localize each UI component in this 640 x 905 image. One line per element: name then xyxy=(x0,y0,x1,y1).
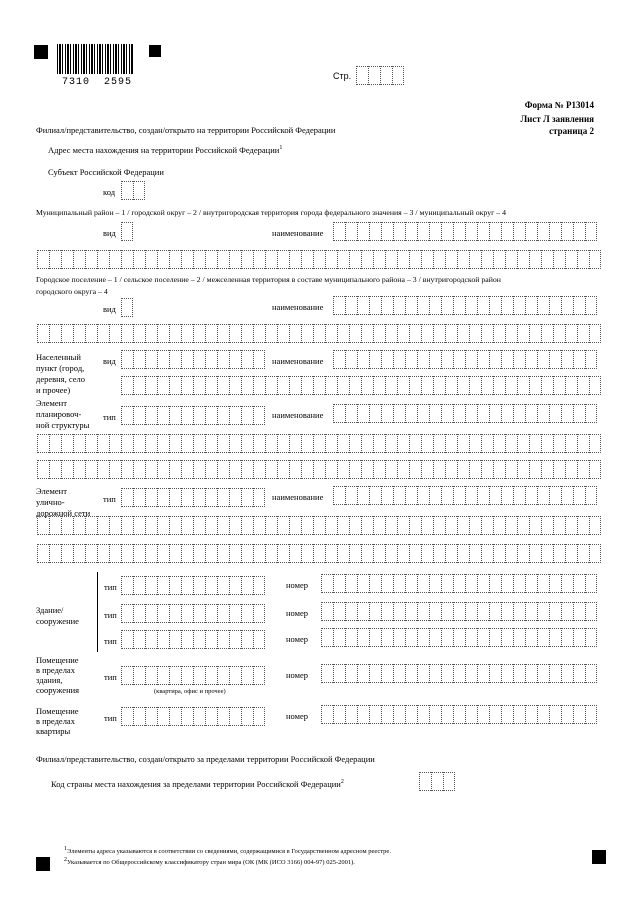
premise-building-type-label: тип xyxy=(104,672,117,682)
premise-flat-label-line: в пределах xyxy=(36,716,75,726)
building-number-cells-1[interactable] xyxy=(321,574,597,593)
sheet-title: Лист Л заявления xyxy=(520,114,594,124)
sheet-page: страница 2 xyxy=(549,126,594,136)
building-label-line: Здание/ xyxy=(36,605,64,615)
locality-name-cells[interactable] xyxy=(333,350,597,369)
form-number: Форма № Р13014 xyxy=(524,100,594,110)
road-name-label: наименование xyxy=(272,492,324,502)
premise-building-number-cells[interactable] xyxy=(321,664,597,683)
building-type-label-3: тип xyxy=(104,636,117,646)
building-label-line: сооружение xyxy=(36,616,79,626)
premise-building-label-line: здания, xyxy=(36,675,63,685)
municipal-label: Муниципальный район – 1 / городской округ – 2 / внутригородская территория города федерального значения – 3 / муниципальный округ – 4 xyxy=(36,208,507,217)
locality-label-line: деревня, село xyxy=(36,374,85,384)
locality-label-line: Населенный xyxy=(36,352,81,362)
settlement-name-label: наименование xyxy=(272,302,324,312)
settlement-kind-cell[interactable] xyxy=(121,298,133,317)
page-label: Стр. xyxy=(333,71,352,81)
registration-mark-top-right xyxy=(149,45,161,57)
registration-mark-top-left xyxy=(34,45,48,59)
road-type-cells[interactable] xyxy=(121,488,265,507)
planning-type-cells[interactable] xyxy=(121,406,265,425)
planning-label-line: ной структуры xyxy=(36,420,90,430)
premise-building-label xyxy=(36,655,79,695)
locality-name-label: наименование xyxy=(272,356,324,366)
building-label xyxy=(36,605,79,627)
premise-building-label-line: Помещение xyxy=(36,655,79,665)
building-number-cells-2[interactable] xyxy=(321,602,597,621)
planning-name-label: наименование xyxy=(272,410,324,420)
footnote-1-mark: 1 xyxy=(64,846,67,852)
building-type-label-1: тип xyxy=(104,582,117,592)
locality-label xyxy=(36,352,85,396)
road-name-cells-row2[interactable] xyxy=(37,516,601,535)
locality-kind-cells[interactable] xyxy=(121,350,265,369)
municipal-name-label: наименование xyxy=(272,228,324,238)
municipal-name-cells[interactable] xyxy=(333,222,597,241)
road-name-cells-row3[interactable] xyxy=(37,544,601,563)
settlement-label-line1: Городское поселение – 1 / сельское поселение – 2 / межселенная территория в составе муниципального района – 3 / внутригородской район xyxy=(36,275,501,284)
planning-label-line: планировоч- xyxy=(36,409,82,419)
road-type-label: тип xyxy=(103,494,116,504)
locality-label-line: пункт (город, xyxy=(36,363,85,373)
page-number-cells[interactable] xyxy=(356,66,404,85)
country-code-label-text: Код страны места нахождения за пределами территории Российской Федерации xyxy=(51,778,341,789)
address-title-text: Адрес места нахождения на территории Российской Федерации xyxy=(48,144,280,155)
building-type-cells-1[interactable] xyxy=(121,576,265,595)
municipal-kind-cell[interactable] xyxy=(121,222,133,241)
section-title-russia: Филиал/представительство, создан/открыто на территории Российской Федерации xyxy=(36,125,336,135)
region-code-cells[interactable] xyxy=(121,181,145,200)
road-label-line: улично- xyxy=(36,497,65,507)
municipal-name-cells-row2[interactable] xyxy=(37,250,601,269)
premise-flat-label xyxy=(36,706,79,736)
planning-name-cells[interactable] xyxy=(333,404,597,423)
building-bracket xyxy=(97,572,98,652)
building-number-cells-3[interactable] xyxy=(321,628,597,647)
road-label-line: дорожной сети xyxy=(36,508,91,518)
building-number-label-3: номер xyxy=(286,634,309,644)
footnote-2 xyxy=(64,857,355,866)
section-title-abroad: Филиал/представительство, создан/открыто за пределами территории Российской Федерации xyxy=(36,754,375,764)
registration-mark-bottom-right xyxy=(592,850,606,864)
premise-flat-label-line: Помещение xyxy=(36,706,79,716)
road-label-line: Элемент xyxy=(36,486,67,496)
planning-name-cells-row3[interactable] xyxy=(37,460,601,479)
premise-building-hint: (квартира, офис и прочее) xyxy=(154,688,226,695)
barcode-number: 7310 2595 xyxy=(62,77,133,88)
code-label: код xyxy=(103,187,116,197)
road-label xyxy=(36,486,90,519)
country-code-cells[interactable] xyxy=(419,772,455,791)
building-type-cells-3[interactable] xyxy=(121,630,265,649)
subject-label: Субъект Российской Федерации xyxy=(48,167,164,177)
building-number-label-1: номер xyxy=(286,580,309,590)
planning-label-line: Элемент xyxy=(36,398,67,408)
footnote-1 xyxy=(64,846,391,855)
planning-label xyxy=(36,398,89,431)
registration-mark-bottom-left xyxy=(36,857,50,871)
country-code-label xyxy=(51,779,344,788)
footnote-ref-1: 1 xyxy=(279,145,283,151)
footnote-2-text: Указывается по Общероссийскому классификатору стран мира (ОК (МК (ИСО 3166) 004-97) 025-2001). xyxy=(67,859,355,867)
premise-flat-number-cells[interactable] xyxy=(321,705,597,724)
premise-building-number-label: номер xyxy=(286,670,309,680)
premise-flat-type-label: тип xyxy=(104,713,117,723)
locality-label-line: и прочее) xyxy=(36,385,71,395)
premise-flat-type-cells[interactable] xyxy=(121,707,265,726)
building-type-label-2: тип xyxy=(104,610,117,620)
settlement-name-cells[interactable] xyxy=(333,296,597,315)
road-name-cells[interactable] xyxy=(333,486,597,505)
planning-type-label: тип xyxy=(103,412,116,422)
premise-building-label-line: сооружения xyxy=(36,685,80,695)
footnote-1-text: Элементы адреса указываются в соответствии со сведениями, содержащимися в Государственном адресном реестре. xyxy=(67,848,391,856)
building-number-label-2: номер xyxy=(286,608,309,618)
premise-building-label-line: в пределах xyxy=(36,665,75,675)
locality-name-cells-row2[interactable] xyxy=(121,376,601,395)
settlement-name-cells-row2[interactable] xyxy=(37,324,601,343)
premise-building-type-cells[interactable] xyxy=(121,666,265,685)
building-type-cells-2[interactable] xyxy=(121,604,265,623)
footnote-ref-2: 2 xyxy=(340,779,344,785)
settlement-kind-label: вид xyxy=(103,304,116,314)
footnote-2-mark: 2 xyxy=(64,857,67,863)
barcode xyxy=(57,44,133,74)
municipal-kind-label: вид xyxy=(103,228,116,238)
planning-name-cells-row2[interactable] xyxy=(37,434,601,453)
premise-flat-label-line: квартиры xyxy=(36,726,71,736)
locality-kind-label: вид xyxy=(103,356,116,366)
premise-flat-number-label: номер xyxy=(286,711,309,721)
settlement-label-line2: городского округа – 4 xyxy=(36,287,108,296)
address-title xyxy=(48,145,282,154)
